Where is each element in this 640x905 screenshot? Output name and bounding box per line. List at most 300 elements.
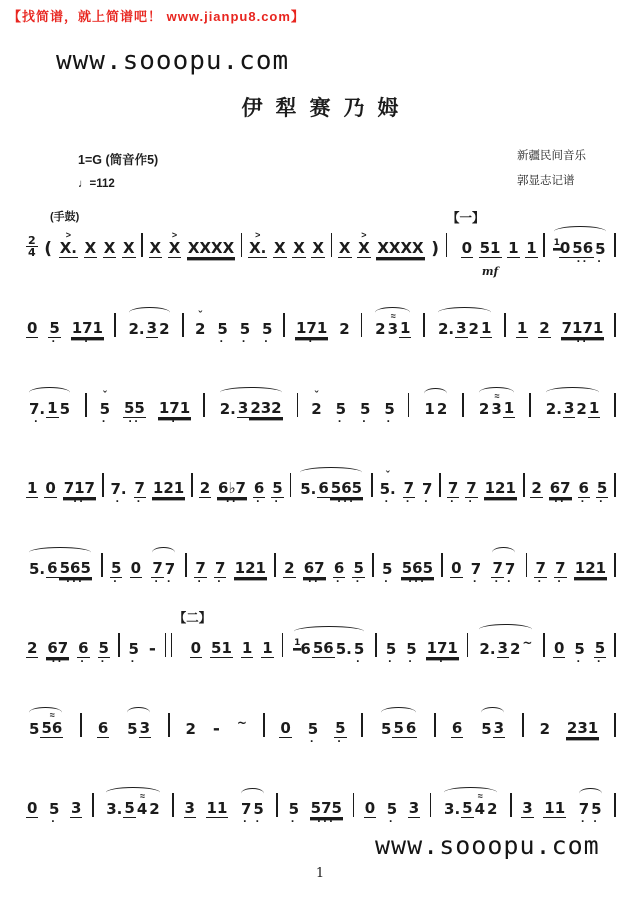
note: 171 · — [295, 319, 328, 348]
note: ≈ 4 — [474, 791, 486, 818]
octave-dots: · — [473, 574, 480, 588]
music-line-3 — [26, 382, 616, 427]
watermark-top: www.sooopu.com — [56, 46, 290, 76]
barline — [172, 793, 174, 817]
note: 2 — [478, 400, 490, 418]
watermark-bottom: www.sooopu.com — [375, 831, 600, 860]
barline — [102, 473, 104, 497]
note: 575 ··· — [310, 799, 342, 828]
barline — [614, 393, 616, 417]
note: 5 · — [98, 639, 109, 668]
note: 121 — [234, 559, 266, 577]
note: 5 — [381, 720, 392, 738]
note: 6 · — [253, 479, 265, 508]
barline — [526, 553, 528, 577]
note: 232 — [250, 399, 282, 417]
octave-dots: · — [424, 494, 431, 508]
music-line-8 — [26, 782, 616, 827]
octave-dots: · — [84, 334, 91, 348]
note: 7 · — [240, 800, 252, 828]
note: 2 — [576, 400, 587, 418]
note: 5 · — [111, 559, 122, 588]
note: 2 — [509, 640, 521, 658]
barline — [614, 553, 616, 577]
note: 6 · — [333, 559, 345, 588]
note: 2 — [159, 320, 170, 338]
note: 67 ·· — [549, 479, 571, 508]
octave-dots: · — [405, 494, 412, 508]
note: 2 — [375, 320, 386, 338]
breath-mark-icon: ˇ — [314, 390, 319, 402]
barline — [185, 553, 187, 577]
double-barline — [165, 633, 172, 657]
octave-dots: · — [576, 654, 583, 668]
octave-dots: ·· — [308, 574, 321, 588]
note: 5 — [393, 719, 404, 737]
barline — [543, 633, 545, 657]
barline — [434, 713, 436, 737]
accent-icon: > — [171, 230, 178, 240]
breath-mark-icon: ˇ — [102, 390, 107, 402]
note: 7 · — [504, 560, 516, 588]
note: 3 — [493, 719, 505, 737]
note: > X. — [249, 230, 267, 257]
note: 2 — [436, 400, 448, 418]
note: 3 — [522, 799, 533, 817]
octave-dots: ··· — [408, 574, 427, 588]
octave-dots: · — [130, 654, 137, 668]
barline — [283, 313, 285, 337]
note: 7 · — [403, 479, 415, 508]
barline — [523, 473, 525, 497]
slur-group — [26, 710, 65, 747]
parenthesis: ) — [431, 239, 439, 259]
note: 7 · — [152, 559, 163, 588]
note: 1 — [480, 319, 492, 337]
octave-dots: · — [336, 574, 343, 588]
mordent-icon: ≈ — [390, 311, 395, 321]
barline — [191, 473, 193, 497]
note: 5 · — [335, 400, 347, 428]
note: 3 — [497, 639, 508, 657]
barline — [203, 393, 205, 417]
octave-dots: · — [290, 814, 297, 828]
note: 1 — [262, 639, 273, 657]
note: 0 — [451, 559, 462, 577]
note: 5 · — [594, 639, 606, 668]
note: 3 — [237, 399, 249, 417]
note: 3. — [106, 800, 123, 818]
slur-group — [489, 550, 518, 587]
slur-group — [291, 629, 367, 667]
barline — [441, 553, 443, 577]
octave-dots: · — [154, 574, 161, 588]
note: 6♭7 ·· — [218, 479, 246, 508]
music-line-2 — [26, 302, 616, 347]
slur-group — [297, 470, 365, 507]
octave-dots: · — [356, 654, 363, 668]
slur-group — [441, 790, 500, 827]
breath-mark-icon: ˇ — [385, 470, 390, 482]
note: 1 — [516, 319, 528, 337]
barline — [522, 713, 524, 737]
octave-dots: ·· — [51, 654, 64, 668]
barline — [543, 233, 545, 257]
accent-icon: > — [255, 230, 261, 240]
note: > X — [358, 230, 370, 257]
note: 171 · — [71, 319, 103, 348]
note: 7 · — [470, 560, 482, 588]
note: 5 — [29, 720, 40, 738]
note: 5. — [300, 480, 317, 498]
octave-dots: · — [264, 334, 271, 348]
note: 0 — [130, 559, 142, 577]
note: 6 — [451, 719, 463, 737]
note: ˇ 2 — [195, 310, 206, 338]
slur-group — [103, 790, 162, 827]
grace-note: 1 — [553, 238, 560, 248]
note: 7 · — [214, 559, 226, 588]
barline — [241, 233, 243, 257]
barline — [504, 313, 506, 337]
barline — [168, 713, 170, 737]
note: 1 — [424, 400, 435, 418]
note: 11 — [544, 799, 566, 817]
barline — [371, 473, 373, 497]
note: 0 — [554, 639, 565, 657]
note: 2 — [539, 319, 550, 337]
note: 7 · — [578, 800, 590, 828]
note: 1 — [503, 399, 515, 417]
note: 0 — [27, 319, 38, 337]
octave-dots: · — [255, 814, 262, 828]
note: 56 ·· — [572, 239, 594, 268]
note: 5 — [124, 799, 135, 817]
octave-dots: ··· — [66, 574, 85, 588]
octave-dots: · — [596, 654, 603, 668]
octave-dots: ·· — [554, 494, 567, 508]
octave-dots: · — [388, 654, 395, 668]
note: X — [274, 239, 286, 257]
note: 2 — [531, 479, 542, 497]
note: 2. — [479, 640, 496, 658]
note: 2 — [539, 720, 550, 738]
mordent-icon: ≈ — [477, 791, 482, 801]
note: 2. — [128, 320, 145, 338]
section-mark: 【一】 — [446, 211, 485, 225]
note: 67 ·· — [47, 639, 69, 668]
note: 1 — [241, 639, 253, 657]
note: 5. — [29, 560, 46, 578]
barline — [614, 633, 616, 657]
note: 67 ·· — [303, 559, 325, 588]
slur-group — [372, 310, 413, 347]
hand-drum-label: (手鼓) — [50, 211, 80, 223]
octave-dots: ·· — [73, 494, 86, 508]
note: ≈ 3 — [387, 311, 399, 338]
barline — [361, 313, 363, 337]
note: 3 — [146, 319, 158, 337]
barline — [297, 393, 299, 417]
barline — [614, 233, 616, 257]
note: 5 · — [217, 320, 228, 348]
barline — [80, 713, 82, 737]
note: ˇ 5 · — [99, 390, 111, 428]
note: XXXX — [377, 239, 424, 257]
barline — [614, 313, 616, 337]
octave-dots: · — [100, 654, 107, 668]
barline — [276, 793, 278, 817]
note: 7 · — [555, 559, 566, 588]
octave-dots: · — [337, 734, 344, 748]
octave-dots: · — [599, 494, 606, 508]
note: 121 — [574, 559, 607, 577]
barline — [462, 393, 464, 417]
barline — [529, 393, 531, 417]
octave-dots: · — [308, 334, 315, 348]
note: 6 — [47, 559, 58, 577]
barline — [423, 313, 425, 337]
barline — [92, 793, 94, 817]
note: 3 — [563, 399, 575, 417]
music-line-6 — [26, 611, 616, 668]
note: 2. — [437, 320, 455, 338]
note: 565 ··· — [330, 479, 363, 508]
barline — [614, 793, 616, 817]
grace-note: 1 — [294, 638, 301, 648]
octave-dots: ·· — [226, 494, 239, 508]
barline — [85, 393, 87, 417]
note: 56 — [312, 639, 334, 657]
note: XXXX — [187, 239, 235, 257]
barline — [408, 393, 410, 417]
note: 6 · — [578, 479, 589, 508]
octave-dots: · — [51, 334, 58, 348]
slur-group — [149, 550, 178, 587]
octave-dots: ·· — [576, 254, 589, 268]
octave-dots: · — [113, 574, 120, 588]
octave-dots: · — [241, 334, 248, 348]
mordent-icon: ≈ — [49, 710, 54, 720]
note: 7 · — [466, 479, 477, 508]
time-signature: 2 4 — [28, 234, 36, 259]
note: 2 — [27, 639, 38, 657]
barline — [331, 233, 333, 257]
slur-group — [26, 550, 94, 587]
octave-dots: · — [537, 574, 544, 588]
barline — [274, 553, 276, 577]
barline — [118, 633, 120, 657]
note: X — [338, 239, 351, 257]
note: 7. · — [29, 400, 46, 428]
octave-dots: · — [274, 494, 281, 508]
note: 5 · — [253, 800, 264, 828]
octave-dots: · — [256, 494, 263, 508]
note: 5 · — [49, 319, 60, 348]
note: 55 ·· — [124, 399, 145, 428]
note: 121 — [484, 479, 516, 497]
music-line-5 — [26, 542, 616, 587]
note: 6 — [97, 719, 109, 737]
slur-group — [476, 627, 535, 667]
note: ≈ 3 — [491, 391, 502, 418]
note: 5 · — [595, 240, 606, 268]
note: 5 · — [385, 640, 397, 668]
slur-group — [478, 710, 507, 747]
slur-group — [421, 391, 450, 427]
note: 565 ··· — [401, 559, 434, 588]
note: 2 — [199, 479, 211, 497]
note: 5 · — [386, 800, 398, 828]
octave-dots: · — [219, 334, 226, 348]
mordent-icon: ≈ — [140, 791, 145, 801]
note: 2 — [339, 320, 350, 338]
mordent-icon: ≈ — [494, 391, 499, 401]
octave-dots: · — [388, 814, 395, 828]
note: 5. — [335, 640, 352, 658]
note: 7 · — [447, 479, 459, 508]
barline — [446, 233, 448, 257]
note: 5 · — [335, 719, 346, 748]
octave-dots: ·· — [128, 414, 141, 428]
octave-dots: · — [439, 654, 446, 668]
parenthesis: ( — [44, 239, 53, 259]
note: > X — [168, 230, 181, 257]
breath-mark-icon: ˇ — [198, 310, 203, 322]
slur-group — [378, 710, 419, 747]
note: 565 ··· — [59, 559, 91, 588]
slur-group — [551, 229, 609, 267]
note: 2 — [149, 800, 160, 818]
octave-dots: · — [450, 494, 457, 508]
octave-dots: · — [217, 574, 224, 588]
octave-dots: · — [171, 414, 178, 428]
note: 7 · — [492, 559, 503, 588]
octave-dots: · — [80, 654, 87, 668]
note: 5 · — [406, 640, 417, 668]
key-signature: 1=G (筒音作5) — [78, 153, 159, 167]
note: 0 — [461, 239, 472, 257]
music-line-7 — [26, 702, 616, 747]
barline — [439, 473, 441, 497]
note: 0 — [280, 719, 291, 737]
octave-dots: · — [115, 494, 122, 508]
octave-dots: · — [355, 574, 362, 588]
note: 5 · — [288, 800, 300, 828]
barline — [182, 313, 184, 337]
note: 7 · — [164, 560, 176, 588]
barline — [282, 633, 284, 657]
note: 0 — [27, 799, 38, 817]
note: 5 · — [262, 320, 273, 348]
note: 3. — [444, 800, 461, 818]
note: 2 — [487, 800, 498, 818]
note: 717 ·· — [63, 479, 95, 508]
note: 6 — [300, 640, 311, 658]
note: 7 · — [535, 559, 546, 588]
parenthesis: - — [148, 639, 156, 659]
note: 7. · — [110, 480, 127, 508]
octave-dots: · — [51, 814, 58, 828]
note: 51 mf — [479, 239, 501, 278]
note: X — [293, 239, 305, 257]
note: ˇ 2 — [311, 390, 322, 418]
slur-group — [126, 310, 173, 347]
barline — [467, 633, 469, 657]
note: 11 — [206, 799, 228, 817]
note: 6 · — [78, 639, 89, 668]
barline — [114, 313, 116, 337]
credits — [517, 144, 586, 195]
note: 0 — [45, 479, 56, 497]
note: 5 · — [360, 400, 371, 428]
note: 1 — [400, 319, 411, 337]
barline — [375, 633, 377, 657]
note: 3 — [184, 799, 195, 817]
octave-dots: · — [136, 494, 143, 508]
octave-dots: · — [580, 494, 587, 508]
note: 0 — [190, 639, 202, 657]
slur-group — [576, 791, 605, 827]
note: 2. — [219, 400, 236, 418]
note: 171 · — [158, 399, 191, 428]
note: 7 · — [134, 479, 145, 508]
note: 3 — [456, 319, 467, 337]
note: 5 · — [49, 800, 60, 828]
note: 0 — [364, 799, 376, 817]
slur-group — [26, 390, 73, 427]
note: 5 · — [596, 479, 608, 508]
note: 5 · — [384, 400, 395, 428]
note: X — [149, 239, 162, 257]
note: X — [122, 239, 135, 257]
octave-dots: ·· — [576, 334, 589, 348]
octave-dots: · — [597, 254, 604, 268]
accent-icon: > — [361, 230, 367, 240]
octave-dots: · — [386, 414, 393, 428]
promo-banner: 【找简谱，就上简谱吧！ www.jianpu8.com】 — [8, 9, 305, 24]
octave-dots: · — [384, 494, 391, 508]
octave-dots: · — [557, 574, 564, 588]
credit-transcriber: 郭显志记谱 — [517, 175, 575, 188]
octave-dots: · — [166, 574, 173, 588]
octave-dots: · — [384, 574, 391, 588]
barline — [263, 713, 265, 737]
note: 5 · — [591, 800, 602, 828]
music-line-4 — [26, 462, 616, 507]
octave-dots: · — [468, 494, 475, 508]
note: 5 — [127, 720, 138, 738]
note: ≈ 56 — [41, 710, 63, 737]
octave-dots: · — [337, 414, 344, 428]
note: 171 · — [426, 639, 458, 668]
credit-source: 新疆民间音乐 — [517, 150, 586, 162]
parenthesis: - — [212, 719, 220, 739]
note: > X. — [59, 230, 77, 257]
note: 5 · — [353, 559, 364, 588]
note: 1 — [47, 399, 58, 417]
note: X — [103, 239, 116, 257]
note: 1 — [526, 239, 537, 257]
note: 5 · — [382, 560, 393, 588]
ornament-mark: ~ — [522, 636, 533, 650]
slur-group — [217, 390, 285, 427]
barline — [372, 553, 374, 577]
note: 7171 ·· — [561, 319, 604, 348]
barline — [361, 713, 363, 737]
note: 7 · — [421, 480, 433, 508]
note: 1 — [27, 479, 38, 497]
